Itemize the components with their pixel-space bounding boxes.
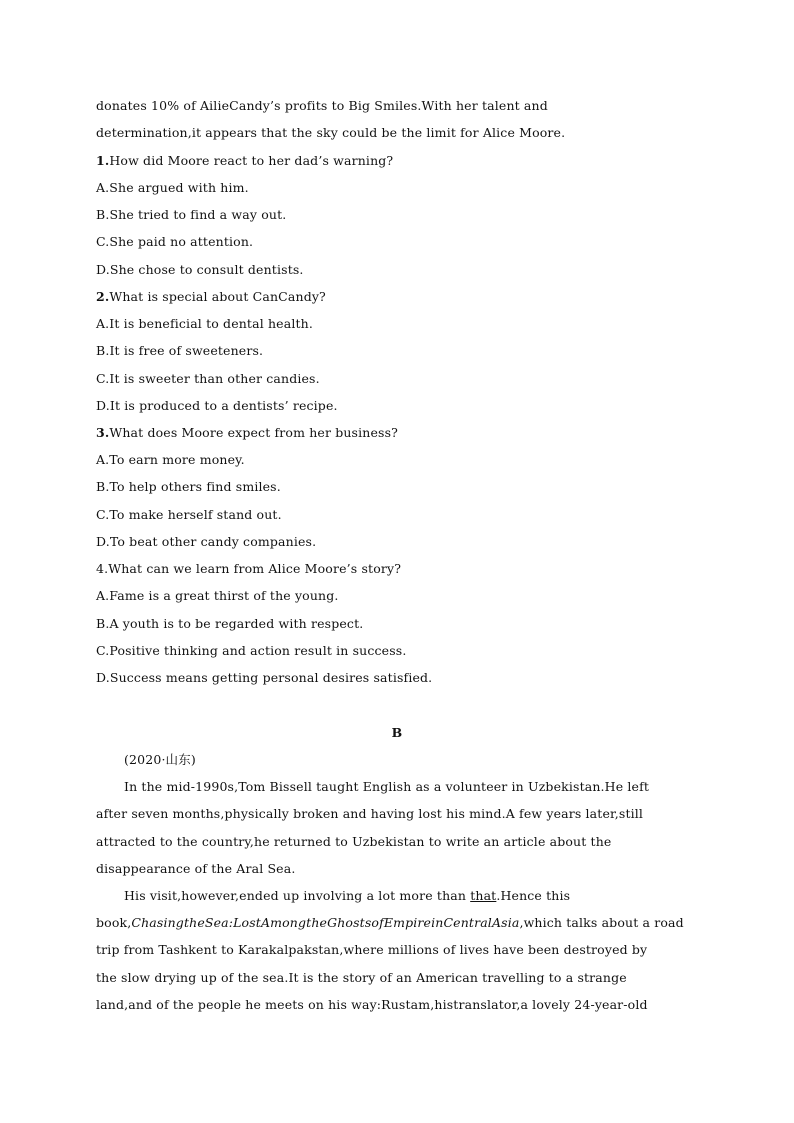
option-a: A.She argued with him. — [96, 180, 249, 195]
option-c: C.She paid no attention. — [96, 234, 254, 249]
passage-line: determination,it appears that the sky could be the limit for Alice Moore. — [96, 125, 566, 140]
question-2 — [96, 289, 326, 305]
section-heading: B — [391, 725, 403, 740]
question-stem: What can we learn from Alice Moore’s story? — [108, 561, 402, 576]
option-d: D.It is produced to a dentists’ recipe. — [96, 398, 338, 413]
question-stem: What is special about CanCandy? — [109, 289, 326, 304]
option-b: B.A youth is to be regarded with respect. — [96, 616, 364, 631]
question-number: 4. — [96, 561, 109, 576]
option-a: A.Fame is a great thirst of the young. — [96, 588, 339, 603]
option-b: B.It is free of sweeteners. — [96, 343, 264, 358]
underlined-word: that — [470, 888, 497, 903]
text-run: .Hence this — [496, 888, 571, 903]
paragraph-line: trip from Tashkent to Karakalpakstan,where millions of lives have been destroyed by — [96, 942, 648, 957]
paragraph-line — [96, 915, 684, 931]
option-a: A.It is beneficial to dental health. — [96, 316, 313, 331]
question-number: 3. — [96, 425, 110, 440]
option-c: C.To make herself stand out. — [96, 507, 282, 522]
question-number: 1. — [96, 153, 110, 168]
paragraph-line: the slow drying up of the sea.It is the story of an American travelling to a strange — [96, 970, 627, 985]
text-run: His visit,however,ended up involving a lot more than — [124, 888, 471, 903]
question-stem: How did Moore react to her dad’s warning? — [109, 153, 394, 168]
paragraph-line: disappearance of the Aral Sea. — [96, 861, 296, 876]
option-c: C.Positive thinking and action result in success. — [96, 643, 407, 658]
text-run: book, — [96, 915, 132, 930]
paragraph-line: In the mid-1990s,Tom Bissell taught English as a volunteer in Uzbekistan.He left — [124, 779, 650, 794]
question-number: 2. — [96, 289, 110, 304]
option-b: B.To help others find smiles. — [96, 479, 281, 494]
question-3 — [96, 425, 398, 441]
text-run: ,which talks about a road — [519, 915, 684, 930]
option-b: B.She tried to find a way out. — [96, 207, 287, 222]
option-a: A.To earn more money. — [96, 452, 245, 467]
paragraph-line: after seven months,physically broken and having lost his mind.A few years later,still — [96, 806, 644, 821]
paragraph-line: attracted to the country,he returned to Uzbekistan to write an article about the — [96, 834, 612, 849]
option-d: D.To beat other candy companies. — [96, 534, 317, 549]
passage-line: donates 10% of AilieCandy’s profits to Big Smiles.With her talent and — [96, 98, 548, 113]
paragraph-line: land,and of the people he meets on his way:Rustam,histranslator,a lovely 24-year-old — [96, 997, 648, 1012]
question-1 — [96, 153, 393, 169]
source-tag: (2020·山东) — [124, 752, 196, 767]
option-d: D.Success means getting personal desires satisfied. — [96, 670, 433, 685]
option-d: D.She chose to consult dentists. — [96, 262, 304, 277]
book-title: ChasingtheSea:LostAmongtheGhostsofEmpireinCentralAsia — [131, 915, 520, 930]
paragraph-line — [124, 888, 570, 904]
question-4 — [96, 561, 401, 577]
question-stem: What does Moore expect from her business? — [109, 425, 399, 440]
option-c: C.It is sweeter than other candies. — [96, 371, 320, 386]
